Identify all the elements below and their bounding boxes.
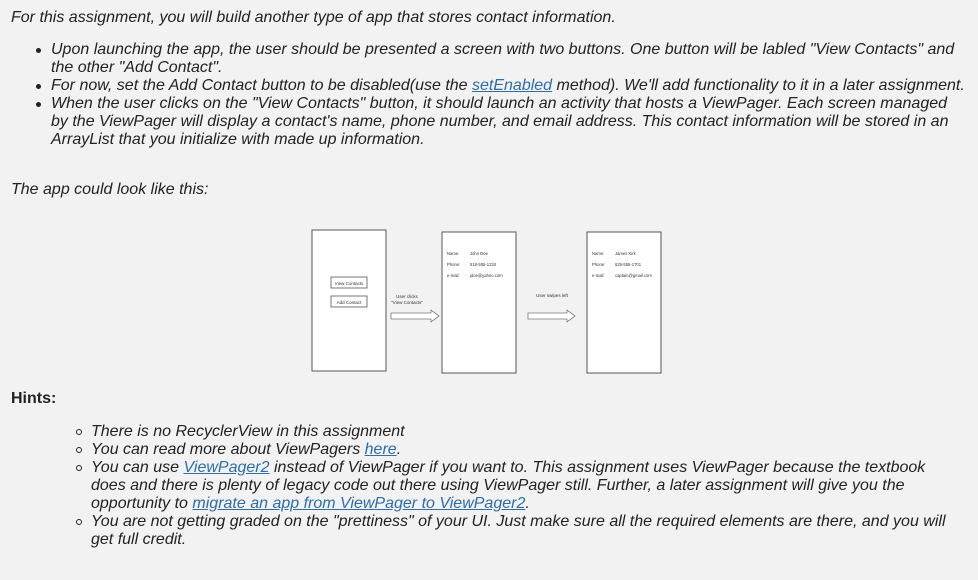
hint-item <box>91 513 961 549</box>
arrow2-label: User swipes left <box>536 293 568 298</box>
migrate-viewpager-link[interactable]: migrate an app from ViewPager to ViewPager2 <box>192 495 526 512</box>
contact-phone: 518-555-1234 <box>470 262 497 267</box>
hint-text: You can read more about ViewPagers <box>91 441 365 458</box>
requirement-text: For now, set the Add Contact button to be disabled(use the <box>51 77 473 94</box>
viewpagers-here-link[interactable]: here <box>364 441 397 458</box>
contact-name: John Doe <box>470 251 488 256</box>
contact-email: jdoe@yahoo.com <box>470 273 503 278</box>
look-paragraph: The app could look like this: <box>11 181 209 198</box>
requirement-item <box>51 41 966 77</box>
arrow-right-icon <box>528 310 575 322</box>
hint-text: . <box>525 495 530 512</box>
arrow1-label-line2: "View Contacts" <box>391 300 423 305</box>
hint-text: You are not getting graded on the "prettiness" of your UI. Just make sure all the required elements are there, and you will get full credit. <box>91 513 946 548</box>
phone-field-label: Phone: <box>592 262 606 267</box>
arrow1-label-line1: User clicks <box>396 294 418 299</box>
app-flow-diagram <box>310 228 666 376</box>
email-field-label: e-mail: <box>447 273 460 278</box>
setenabled-link[interactable]: setEnabled <box>472 77 553 94</box>
viewpager2-link[interactable]: ViewPager2 <box>183 459 270 476</box>
hints-list <box>91 423 961 549</box>
view-contacts-mock-label: View Contacts <box>334 281 364 286</box>
requirements-list <box>51 41 966 149</box>
hints-heading: Hints: <box>11 390 57 407</box>
name-field-label: Name: <box>447 251 460 256</box>
hint-item <box>91 423 961 441</box>
contact-email: captain@gmail.com <box>615 273 652 278</box>
requirement-text: When the user clicks on the "View Contacts" button, it should launch an activity that hosts a ViewPager. Each screen managed by the ViewPager will display a contact's name, phone number, and email address. This contact information will be stored in an ArrayList that you initialize with made up information. <box>51 95 949 148</box>
intro-paragraph: For this assignment, you will build another type of app that stores contact information. <box>11 9 616 26</box>
hint-text: There is no RecyclerView in this assignment <box>91 423 405 440</box>
add-contact-mock-label: Add Contact <box>336 300 362 305</box>
hint-text: . <box>396 441 402 458</box>
requirement-text: Upon launching the app, the user should be presented a screen with two buttons. One button will be labled "View Contacts" and the other "Add Contact". <box>51 41 955 76</box>
contact-name: James Kirk <box>615 251 636 256</box>
name-field-label: Name: <box>592 251 605 256</box>
requirement-text: method). We'll add functionality to it in a later assignment. <box>552 77 965 94</box>
arrow-right-icon <box>391 310 439 322</box>
requirement-item <box>51 95 966 149</box>
hint-text: instead of ViewPager if you want to. This assignment uses ViewPager because the textbook does and there is plenty of legacy code out there using ViewPager still. Further, a later assignment will give you the opportunity to <box>91 459 926 512</box>
requirement-item <box>51 77 966 95</box>
phone-field-label: Phone: <box>447 262 461 267</box>
email-field-label: e-mail: <box>592 273 605 278</box>
hint-item <box>91 459 961 513</box>
contact-phone: 625-555-1701 <box>615 262 642 267</box>
hint-text: You can use <box>91 459 184 476</box>
hint-item <box>91 441 961 459</box>
